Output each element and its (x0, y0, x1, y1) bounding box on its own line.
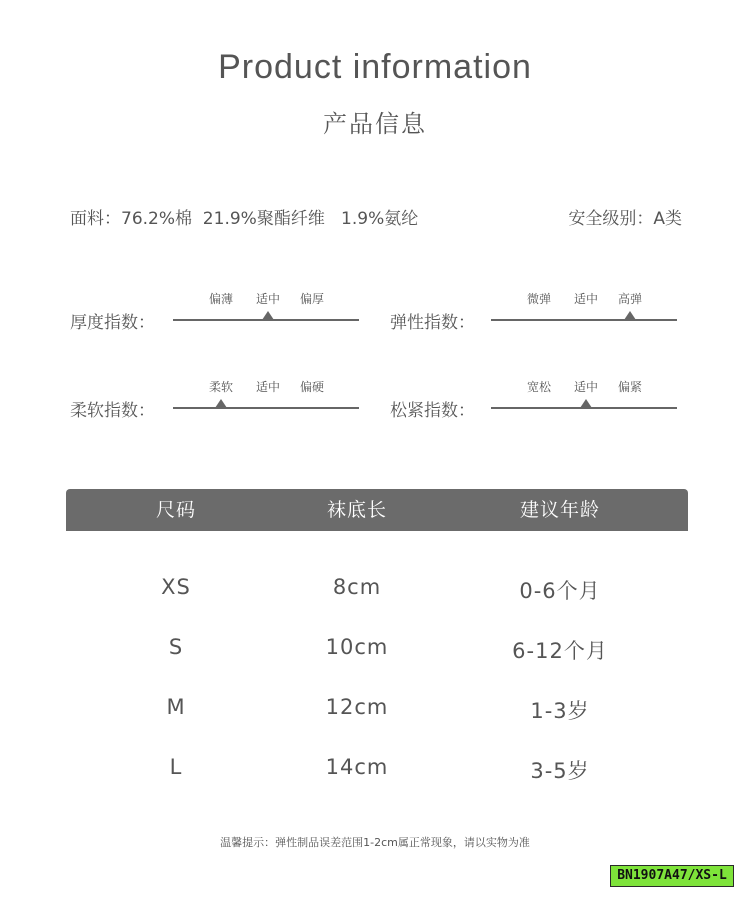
tightness-option-loose: 宽松 (526, 380, 551, 394)
softness-scale (173, 378, 359, 418)
size-table-header (66, 489, 688, 531)
scale-marker-icon (624, 311, 636, 320)
softness-option-medium: 适中 (255, 380, 280, 394)
scale-line (491, 319, 677, 321)
table-row (66, 755, 688, 795)
elasticity-option-slight: 微弹 (526, 292, 551, 306)
thickness-option-medium: 适中 (255, 292, 280, 306)
elasticity-option-high: 高弹 (617, 292, 642, 306)
softness-option-soft: 柔软 (208, 380, 233, 394)
cell-size: L (169, 755, 183, 779)
cell-size: XS (161, 575, 191, 599)
softness-option-hard: 偏硬 (299, 380, 324, 394)
cell-sole-length: 10cm (325, 635, 389, 659)
cell-sole-length: 14cm (325, 755, 389, 779)
page-title: Product information (218, 48, 532, 86)
elasticity-scale (491, 290, 677, 330)
thickness-scale (173, 290, 359, 330)
table-row (66, 575, 688, 615)
scale-marker-icon (262, 311, 274, 320)
cell-age: 3-5岁 (530, 759, 590, 783)
elasticity-option-medium: 适中 (573, 292, 598, 306)
material-text: 面料：76.2%棉 21.9%聚酯纤维 1.9%氨纶 (70, 209, 419, 229)
softness-index-label: 柔软指数： (70, 401, 155, 421)
tolerance-note: 温馨提示：弹性制品误差范围1-2cm属正常现象，请以实物为准 (220, 836, 530, 849)
scale-marker-icon (580, 399, 592, 408)
safety-level: 安全级别：A类 (568, 209, 682, 229)
cell-age: 0-6个月 (519, 579, 601, 603)
cell-age: 1-3岁 (530, 699, 590, 723)
cell-age: 6-12个月 (512, 639, 608, 663)
tightness-option-tight: 偏紧 (617, 380, 642, 394)
cell-sole-length: 12cm (325, 695, 389, 719)
table-row (66, 695, 688, 735)
tightness-index-label: 松紧指数： (390, 401, 475, 421)
scale-marker-icon (215, 399, 227, 408)
column-header-size: 尺码 (155, 499, 196, 521)
scale-line (173, 407, 359, 409)
page-subtitle: 产品信息 (323, 110, 427, 138)
tightness-scale (491, 378, 677, 418)
thickness-index-label: 厚度指数： (70, 313, 155, 333)
cell-sole-length: 8cm (332, 575, 382, 599)
table-row (66, 635, 688, 675)
product-code-badge: BN1907A47/XS-L (610, 865, 734, 887)
cell-size: M (166, 695, 186, 719)
tightness-option-medium: 适中 (573, 380, 598, 394)
column-header-age: 建议年龄 (519, 499, 600, 521)
thickness-option-thin: 偏薄 (208, 292, 233, 306)
column-header-sole-length: 袜底长 (326, 499, 387, 521)
elasticity-index-label: 弹性指数： (390, 313, 475, 333)
thickness-option-thick: 偏厚 (299, 292, 324, 306)
cell-size: S (168, 635, 184, 659)
